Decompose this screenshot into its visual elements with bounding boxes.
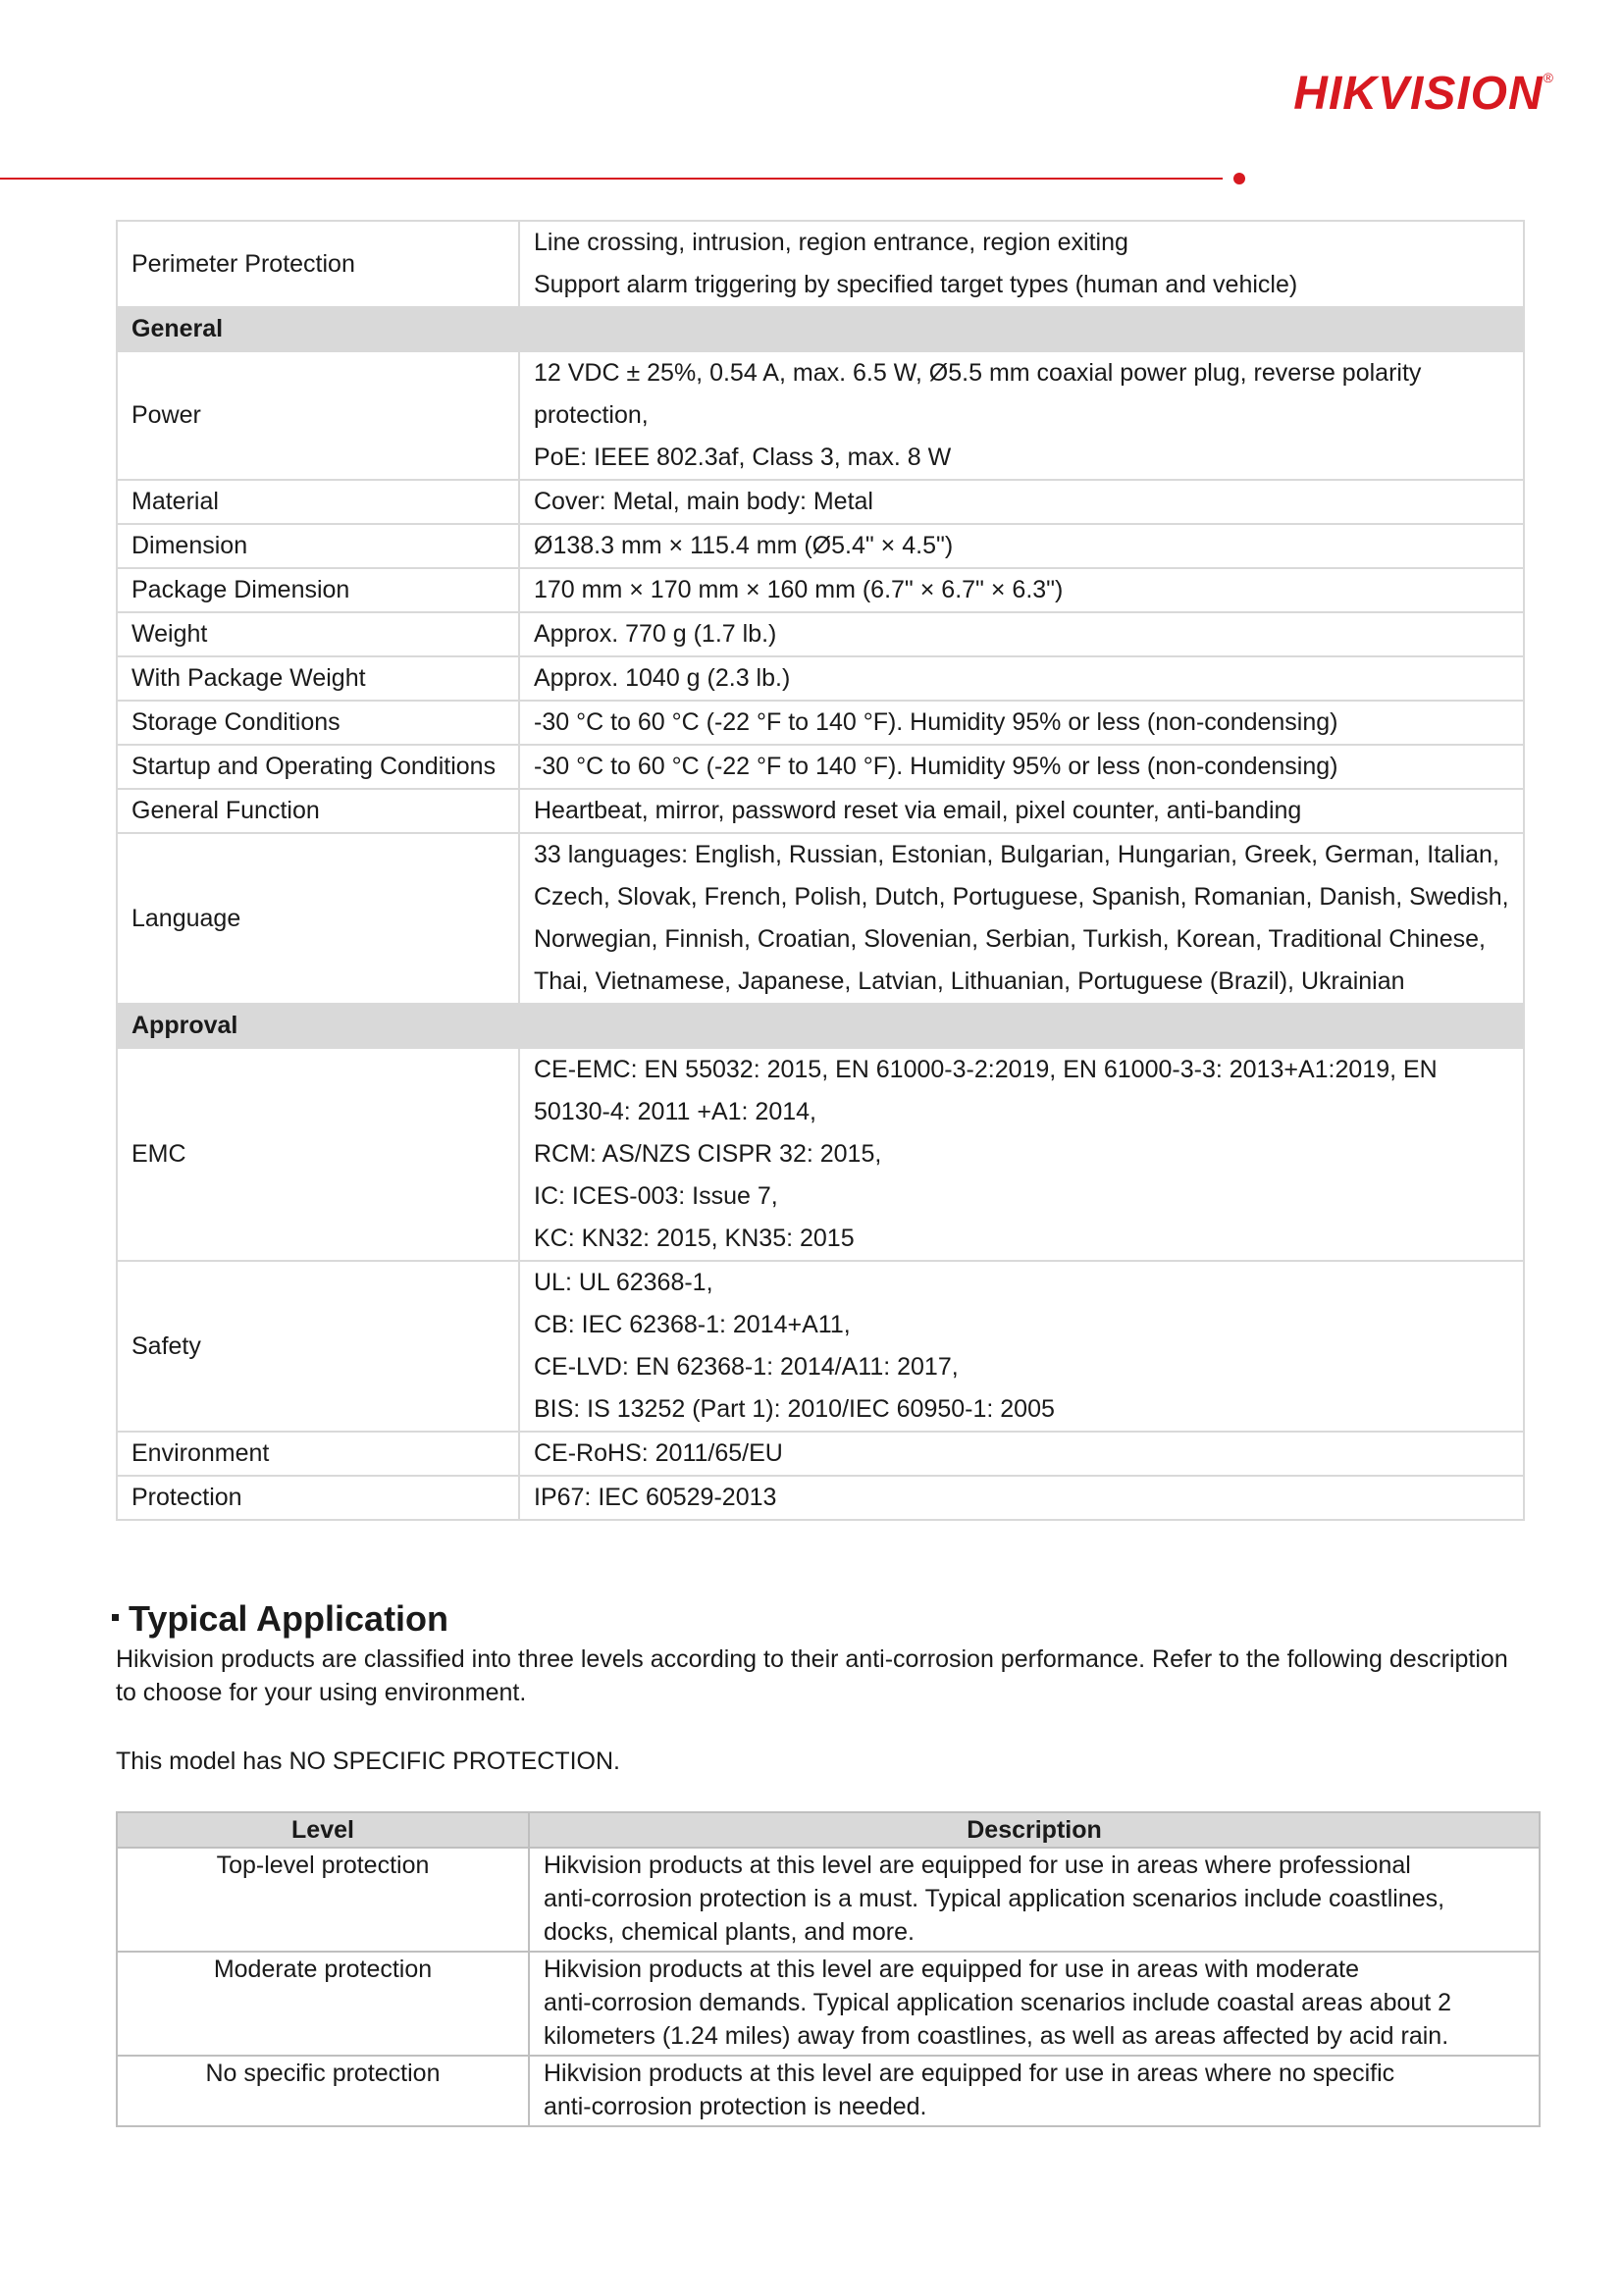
spec-row (117, 1261, 1524, 1432)
spec-value (519, 789, 1524, 833)
spec-value (519, 1261, 1524, 1432)
spec-row (117, 612, 1524, 656)
spec-label: Weight (117, 612, 519, 656)
spec-value-line: Thai, Vietnamese, Japanese, Latvian, Lithuanian, Portuguese (Brazil), Ukrainian (534, 967, 1405, 995)
spec-label: Environment (117, 1432, 519, 1476)
spec-row (117, 480, 1524, 524)
protection-note: This model has NO SPECIFIC PROTECTION. (116, 1748, 620, 1775)
level-description-line: Hikvision products at this level are equipped for use in areas with moderate (544, 1956, 1359, 1983)
spec-value-line: Czech, Slovak, French, Polish, Dutch, Portuguese, Spanish, Romanian, Danish, Swedish, (534, 883, 1509, 911)
spec-section-label: Approval (117, 1004, 1524, 1048)
bullet-square-icon (112, 1614, 119, 1621)
level-row (117, 2056, 1540, 2126)
spec-value (519, 524, 1524, 568)
section-title-text: Typical Application (129, 1598, 449, 1639)
spec-value (519, 221, 1524, 307)
spec-value (519, 1476, 1524, 1520)
intro-paragraph: Hikvision products are classified into three levels according to their anti-corrosion performance. Refer to the following description to choose for your using environment. (116, 1645, 1508, 1706)
spec-label: Perimeter Protection (117, 221, 519, 307)
spec-value (519, 568, 1524, 612)
spec-row (117, 221, 1524, 307)
section-title (112, 1597, 448, 1641)
level-description-line: kilometers (1.24 miles) away from coastlines, as well as areas affected by acid rain. (544, 2022, 1449, 2050)
spec-value (519, 480, 1524, 524)
spec-table-body (117, 221, 1524, 1520)
spec-row (117, 524, 1524, 568)
level-row (117, 1848, 1540, 1952)
spec-row (117, 701, 1524, 745)
spec-label: With Package Weight (117, 656, 519, 701)
level-description-line: Hikvision products at this level are equipped for use in areas where no specific (544, 2060, 1395, 2087)
level-description-line: anti-corrosion protection is a must. Typical application scenarios include coastlines, (544, 1885, 1445, 1912)
spec-label: Protection (117, 1476, 519, 1520)
levels-table-body (117, 1848, 1540, 2126)
description-column-header: Description (529, 1812, 1540, 1848)
spec-value-line: CE-LVD: EN 62368-1: 2014/A11: 2017, (534, 1353, 959, 1381)
spec-value (519, 745, 1524, 789)
level-name: Top-level protection (117, 1848, 529, 1952)
spec-row (117, 568, 1524, 612)
spec-value-line: Norwegian, Finnish, Croatian, Slovenian, Serbian, Turkish, Korean, Traditional Chinese, (534, 925, 1486, 953)
spec-value-line: Support alarm triggering by specified target types (human and vehicle) (534, 271, 1298, 298)
level-description-line: Hikvision products at this level are equipped for use in areas where professional (544, 1852, 1411, 1879)
brand-name: HIKVISION (1293, 68, 1544, 120)
spec-value-line: Line crossing, intrusion, region entrance, region exiting (534, 229, 1128, 256)
spec-value-line: Cover: Metal, main body: Metal (534, 488, 873, 515)
spec-value (519, 656, 1524, 701)
spec-value (519, 701, 1524, 745)
spec-row (117, 1432, 1524, 1476)
spec-row (117, 745, 1524, 789)
spec-row (117, 1048, 1524, 1261)
spec-row (117, 789, 1524, 833)
spec-value (519, 1432, 1524, 1476)
spec-value-line: PoE: IEEE 802.3af, Class 3, max. 8 W (534, 444, 952, 471)
spec-value-line: Heartbeat, mirror, password reset via email, pixel counter, anti-banding (534, 797, 1302, 824)
spec-value-line: -30 °C to 60 °C (-22 °F to 140 °F). Humidity 95% or less (non-condensing) (534, 708, 1338, 736)
hikvision-logo (1293, 68, 1554, 120)
spec-label: Startup and Operating Conditions (117, 745, 519, 789)
spec-label: Package Dimension (117, 568, 519, 612)
spec-value-line: Approx. 770 g (1.7 lb.) (534, 620, 777, 648)
spec-value-line: CE-RoHS: 2011/65/EU (534, 1439, 783, 1467)
spec-value (519, 351, 1524, 480)
level-description-line: anti-corrosion demands. Typical application scenarios include coastal areas about 2 (544, 1989, 1452, 2016)
level-column-header: Level (117, 1812, 529, 1848)
spec-value-line: 170 mm × 170 mm × 160 mm (6.7" × 6.7" × 6.3") (534, 576, 1064, 603)
spec-label: EMC (117, 1048, 519, 1261)
spec-row (117, 351, 1524, 480)
header-divider-dot (1233, 173, 1245, 184)
level-description-line: anti-corrosion protection is needed. (544, 2093, 927, 2120)
brand-registered-mark: ® (1543, 70, 1554, 85)
level-description-line: docks, chemical plants, and more. (544, 1918, 915, 1946)
spec-value-line: 50130-4: 2011 +A1: 2014, (534, 1098, 816, 1125)
spec-label: Material (117, 480, 519, 524)
spec-row (117, 833, 1524, 1004)
spec-value-line: -30 °C to 60 °C (-22 °F to 140 °F). Humidity 95% or less (non-condensing) (534, 753, 1338, 780)
level-description (529, 1848, 1540, 1952)
level-description (529, 1952, 1540, 2056)
level-name: Moderate protection (117, 1952, 529, 2056)
spec-value-line: protection, (534, 401, 649, 429)
level-description (529, 2056, 1540, 2126)
spec-row (117, 1476, 1524, 1520)
spec-value-line: 33 languages: English, Russian, Estonian, Bulgarian, Hungarian, Greek, German, Italian, (534, 841, 1499, 868)
level-row (117, 1952, 1540, 2056)
spec-section-header (117, 307, 1524, 351)
spec-value (519, 612, 1524, 656)
spec-section-label: General (117, 307, 1524, 351)
spec-value-line: IC: ICES-003: Issue 7, (534, 1182, 778, 1210)
spec-value-line: CB: IEC 62368-1: 2014+A11, (534, 1311, 851, 1338)
spec-value-line: KC: KN32: 2015, KN35: 2015 (534, 1225, 855, 1252)
level-name: No specific protection (117, 2056, 529, 2126)
spec-value (519, 833, 1524, 1004)
spec-table (116, 220, 1525, 1521)
levels-header-row (117, 1812, 1540, 1848)
spec-value-line: Approx. 1040 g (2.3 lb.) (534, 664, 791, 692)
spec-label: Power (117, 351, 519, 480)
spec-label: Storage Conditions (117, 701, 519, 745)
spec-label: Safety (117, 1261, 519, 1432)
spec-value-line: BIS: IS 13252 (Part 1): 2010/IEC 60950-1: 2005 (534, 1395, 1055, 1423)
spec-section-header (117, 1004, 1524, 1048)
spec-value-line: CE-EMC: EN 55032: 2015, EN 61000-3-2:2019, EN 61000-3-3: 2013+A1:2019, EN (534, 1056, 1438, 1083)
spec-value-line: IP67: IEC 60529-2013 (534, 1484, 777, 1511)
spec-value-line: Ø138.3 mm × 115.4 mm (Ø5.4" × 4.5") (534, 532, 954, 559)
spec-value-line: RCM: AS/NZS CISPR 32: 2015, (534, 1140, 882, 1168)
spec-label: Dimension (117, 524, 519, 568)
spec-value-line: UL: UL 62368-1, (534, 1269, 713, 1296)
spec-value-line: 12 VDC ± 25%, 0.54 A, max. 6.5 W, Ø5.5 mm coaxial power plug, reverse polarity (534, 359, 1422, 387)
spec-row (117, 656, 1524, 701)
spec-label: Language (117, 833, 519, 1004)
protection-levels-table (116, 1811, 1541, 2127)
header-divider (0, 178, 1223, 180)
spec-value (519, 1048, 1524, 1261)
spec-label: General Function (117, 789, 519, 833)
